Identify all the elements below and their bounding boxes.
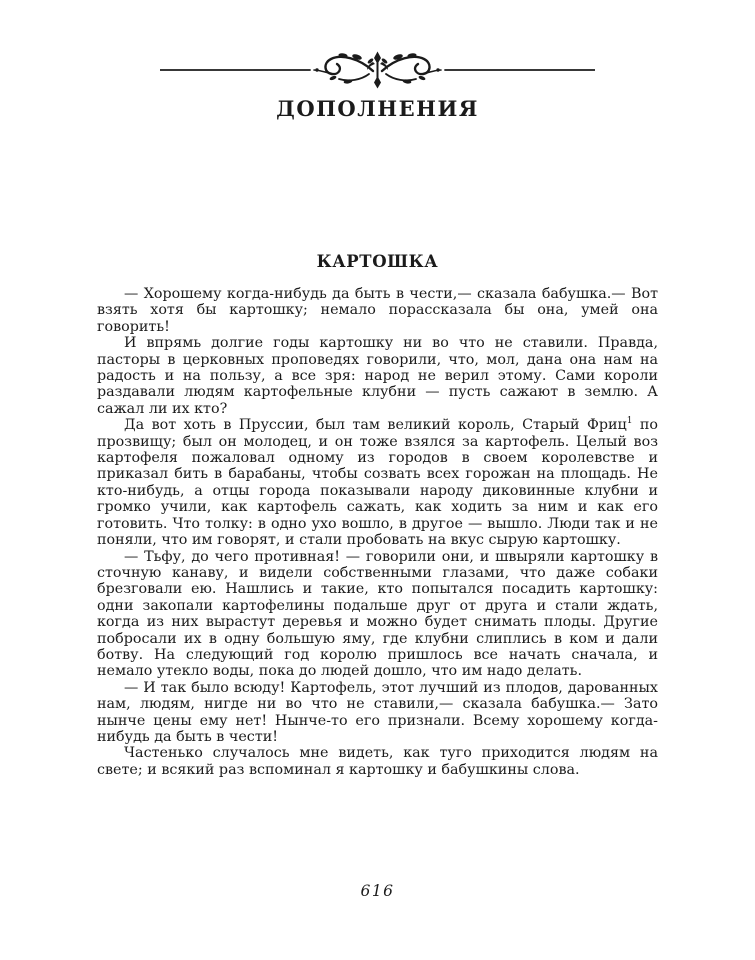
- floral-divider-ornament: [160, 49, 595, 91]
- paragraph-5: — И так было всюду! Картофель, этот лучший из плодов, дарованных нам, людям, нигде ни во что не ставили,— сказала бабушка.— Зато нынче цены ему нет! Нынче-то его признали. Всему хорошему когда-нибудь да быть в чести!: [97, 679, 658, 745]
- part-title: ДОПОЛНЕНИЯ: [276, 96, 479, 121]
- paragraph-1: — Хорошему когда-нибудь да быть в чести,— сказала бабушка.— Вот взять хотя бы картошку; немало порассказала бы она, умей она говорить!: [97, 286, 658, 335]
- paragraph-3: [97, 417, 658, 548]
- paragraph-3-text: Да вот хоть в Пруссии, был там великий король, Старый Фриц: [124, 417, 627, 434]
- paragraph-2: И впрямь долгие годы картошку ни во что не ставили. Правда, пасторы в церковных проповедях говорили, что, мол, дана она нам на радость и на пользу, а все зря: народ не верил этому. Сами короли раздавали людям картофельные клубни — пусть сажают в землю. А сажал ли их кто?: [97, 335, 658, 417]
- footnote-marker: 1: [626, 416, 633, 427]
- story-text: [97, 286, 658, 778]
- chapter-title: КАРТОШКА: [316, 252, 439, 271]
- page-number: 616: [360, 882, 395, 900]
- paragraph-3-text-cont: по прозвищу; был он молодец, и он тоже взялся за картофель. Целый воз картофеля пожаловал одному из городов в своем королевстве и приказал бить в барабаны, чтобы созвать всех горожан на площадь. Не кто-нибудь, а отцы города показывали народу диковинные клубни и громко учили, как картофель сажать, как ходить за ним и как его готовить. Что толку: в одно ухо вошло, в другое — вышло. Люди так и не поняли, что им говорят, и стали пробовать на вкус сырую картошку.: [97, 417, 659, 549]
- chapter-divider: [160, 49, 595, 91]
- paragraph-6: Частенько случалось мне видеть, как туго приходится людям на свете; и всякий раз вспоминал я картошку и бабушкины слова.: [97, 745, 658, 778]
- paragraph-4: — Тьфу, до чего противная! — говорили они, и швыряли картошку в сточную канаву, и видели собственными глазами, что даже собаки брезговали ею. Нашлись и такие, кто попытался посадить картошку: одни закопали картофелины подальше друг от друга и стали ждать, когда из них вырастут деревья и можно будет снимать плоды. Другие побросали их в одну большую яму, где клубни слиплись в ком и дали ботву. На следующий год королю пришлось все начать сначала, и немало утекло воды, пока до людей дошло, что им надо делать.: [97, 548, 658, 680]
